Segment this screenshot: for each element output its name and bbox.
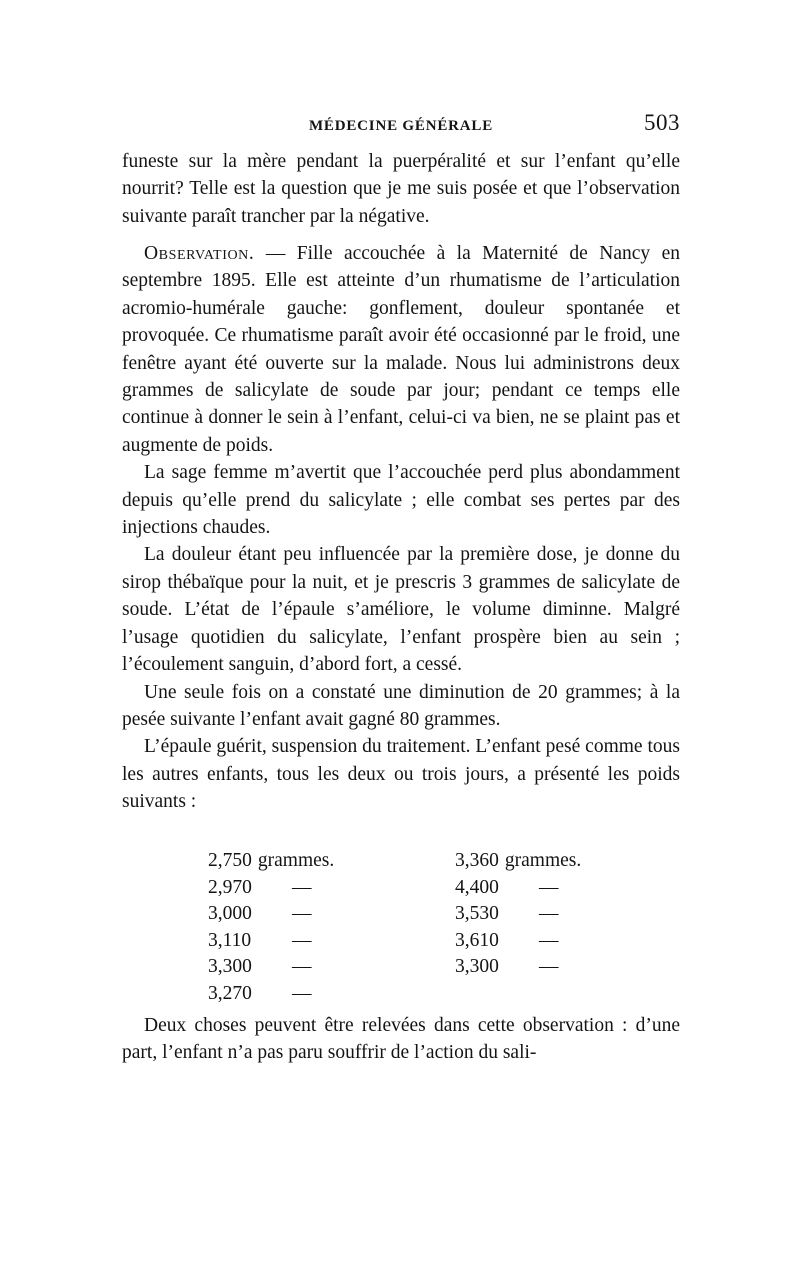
observation-paragraph (122, 240, 680, 459)
ditto-mark: — (292, 956, 312, 978)
running-head (122, 110, 680, 140)
weight-row (208, 981, 334, 1008)
weight-value: 2,970 (208, 876, 252, 898)
page-number: 503 (644, 110, 680, 135)
weight-value: 3,000 (208, 903, 252, 925)
weight-unit: grammes. (257, 850, 335, 871)
observation-paragraph: La douleur étant peu influencée par la première dose, je donne du sirop thébaïque pour la nuit, et je prescris 3 grammes de salicylate de soude. L’état de l’épaule s’améliore, le volume diminne. Malgré l’usage quotidien du salicylate, l’enfant prospère bien au sein ; l’écoulement sanguin, d’abord fort, a cessé. (122, 544, 680, 676)
weight-row (455, 848, 581, 875)
weight-unit: grammes. (504, 850, 582, 871)
observation-paragraph: Une seule fois on a constaté une diminution de 20 grammes; à la pesée suivante l’enfant avait gagné 80 grammes. (122, 681, 680, 730)
weight-row (455, 954, 581, 981)
weight-value: 2,750 (208, 850, 252, 871)
weight-value: 3,530 (455, 903, 499, 925)
weight-row (208, 875, 334, 902)
conclusion-paragraph: Deux choses peuvent être relevées dans cette observation : d’une part, l’enfant n’a pas paru souffrir de l’action du sali- (122, 1015, 680, 1064)
weight-value: 4,400 (455, 876, 499, 898)
conclusion-block (122, 1012, 680, 1067)
observation-text: — Fille accouchée à la Maternité de Nancy en septembre 1895. Elle est atteinte d’un rhumatisme de l’articulation acromio-humérale gauche: gonflement, douleur spontanée et provoquée. Ce rhumatisme paraît avoir été occasionné par le froid, une fenêtre ayant été ouverte sur la malade. Nous lui administrons deux grammes de salicylate de soude par jour; pendant ce temps elle continue à donner le sein à l’enfant, celui-ci va bien, ne se plaint pas et augmente de poids. (122, 243, 681, 456)
running-title: MÉDECINE GÉNÉRALE (308, 118, 494, 134)
weight-row (455, 901, 581, 928)
observation-label: Observation. (144, 243, 255, 264)
observation-block (122, 240, 680, 816)
intro-paragraph: funeste sur la mère pendant la puerpéralité et sur l’enfant qu’elle nourrit? Telle est la question que je me suis posée et que l’observation suivante paraît trancher par la négative. (122, 151, 680, 227)
weight-value: 3,610 (455, 929, 499, 951)
ditto-mark: — (292, 982, 312, 1004)
weight-value: 3,300 (455, 956, 499, 978)
ditto-mark: — (292, 876, 312, 898)
ditto-mark: — (539, 876, 559, 898)
weight-row (208, 848, 334, 875)
weight-row (208, 928, 334, 955)
weight-value: 3,110 (208, 929, 252, 951)
weight-value: 3,270 (208, 982, 252, 1004)
observation-paragraph: La sage femme m’avertit que l’accouchée perd plus abondamment depuis qu’elle prend du salicylate ; elle combat ses pertes par des injections chaudes. (122, 462, 680, 539)
weight-row (208, 901, 334, 928)
weights-column-left (208, 848, 334, 1008)
ditto-mark: — (539, 956, 559, 978)
weight-row (208, 954, 334, 981)
ditto-mark: — (292, 903, 312, 925)
ditto-mark: — (539, 929, 559, 951)
weights-column-right (455, 848, 581, 981)
weight-row (455, 928, 581, 955)
intro-block (122, 148, 680, 230)
ditto-mark: — (539, 903, 559, 925)
ditto-mark: — (292, 929, 312, 951)
observation-paragraph: L’épaule guérit, suspension du traitement. L’enfant pesé comme tous les autres enfants, tous les deux ou trois jours, a présenté les poids suivants : (122, 736, 680, 813)
weight-value: 3,360 (455, 850, 499, 871)
weight-value: 3,300 (208, 956, 252, 978)
weight-row (455, 875, 581, 902)
